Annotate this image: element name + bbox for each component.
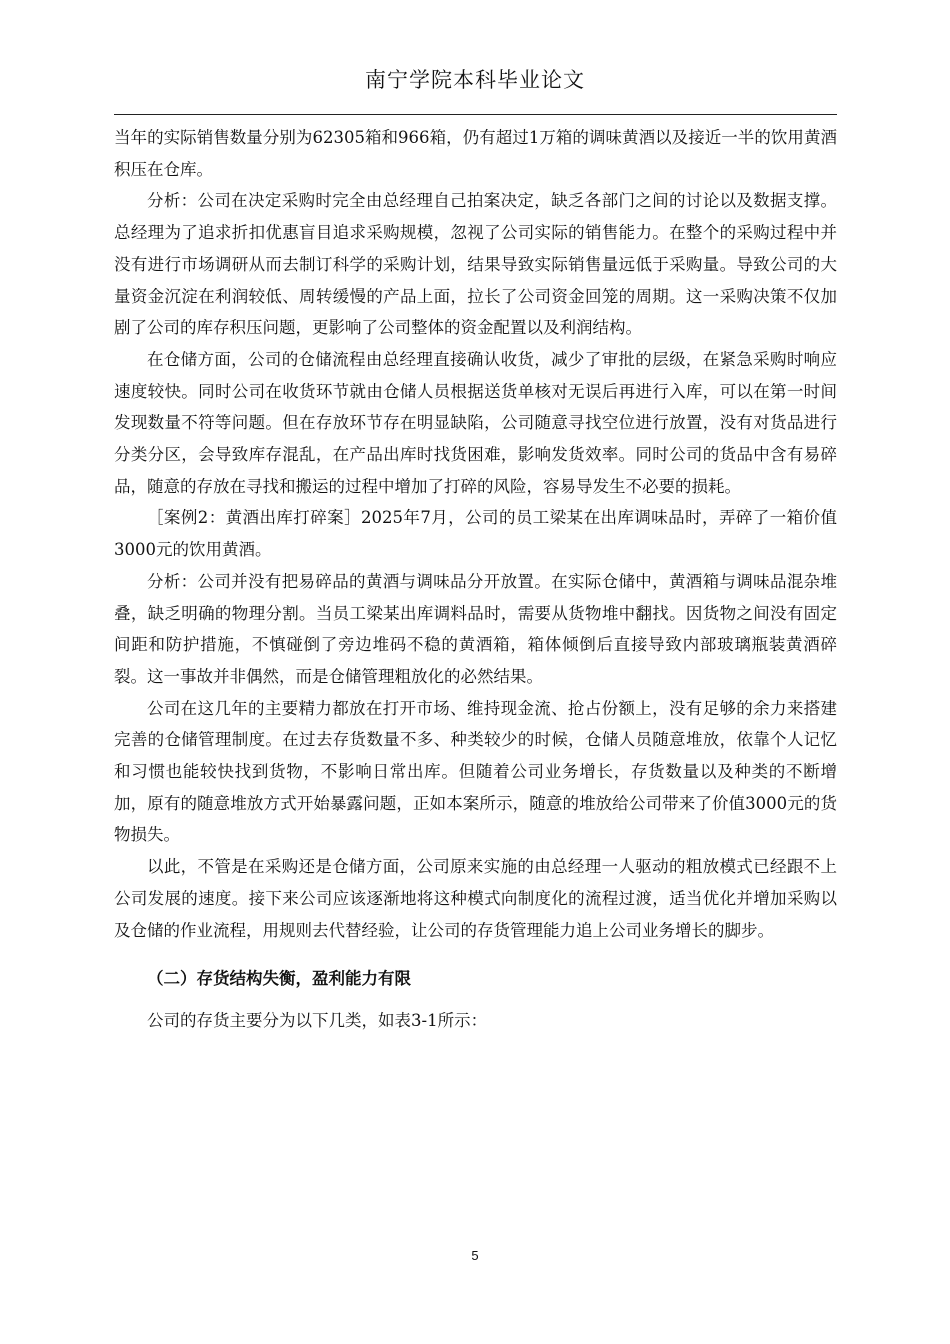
- page-header-title: 南宁学院本科毕业论文: [365, 68, 585, 92]
- paragraph-continued: 当年的实际销售数量分别为62305箱和966箱，仍有超过1万箱的调味黄酒以及接近一半的饮用黄酒积压在仓库。: [114, 128, 837, 179]
- header-divider: [114, 114, 837, 115]
- document-body: [114, 122, 837, 1037]
- paragraph-analysis-case-2: 分析：公司并没有把易碎品的黄酒与调味品分开放置。在实际仓储中，黄酒箱与调味品混杂堆叠，缺乏明确的物理分割。当员工梁某出库调料品时，需要从货物堆中翻找。因货物之间没有固定间距和防护措施，不慎碰倒了旁边堆码不稳的黄酒箱，箱体倾倒后直接导致内部玻璃瓶装黄酒碎裂。这一事故并非偶然，而是仓储管理粗放化的必然结果。: [114, 571, 837, 686]
- paragraph-management-focus: 公司在这几年的主要精力都放在打开市场、维持现金流、抢占份额上，没有足够的余力来搭建完善的仓储管理制度。在过去存货数量不多、种类较少的时候，仓储人员随意堆放，依靠个人记忆和习惯也能较快找到货物，不影响日常出库。但随着公司业务增长，存货数量以及种类的不断增加，原有的随意堆放方式开始暴露问题，正如本案所示，随意的堆放给公司带来了价值3000元的货物损失。: [114, 698, 837, 845]
- paragraph-inventory-intro: 公司的存货主要分为以下几类，如表3-1所示：: [147, 1010, 488, 1030]
- page-number: 5: [471, 1248, 479, 1263]
- paragraph-warehousing: 在仓储方面，公司的仓储流程由总经理直接确认收货，减少了审批的层级，在紧急采购时响应速度较快。同时公司在收货环节就由仓储人员根据送货单核对无误后再进行入库，可以在第一时间发现数量不符等问题。但在存放环节存在明显缺陷，公司随意寻找空位进行放置，没有对货品进行分类分区，会导致库存混乱，在产品出库时找货困难，影响发货效率。同时公司的货品中含有易碎品，随意的存放在寻找和搬运的过程中增加了打碎的风险，容易导发生不必要的损耗。: [114, 349, 837, 496]
- paragraph-conclusion: 以此，不管是在采购还是仓储方面，公司原来实施的由总经理一人驱动的粗放模式已经跟不上公司发展的速度。接下来公司应该逐渐地将这种模式向制度化的流程过渡，适当优化并增加采购以及仓储的作业流程，用规则去代替经验，让公司的存货管理能力追上公司业务增长的脚步。: [114, 857, 837, 940]
- paragraph-case-2: ［案例2：黄酒出库打碎案］2025年7月，公司的员工梁某在出库调味品时，弄碎了一箱价值3000元的饮用黄酒。: [114, 508, 837, 560]
- paragraph-analysis-procurement: 分析：公司在决定采购时完全由总经理自己拍案决定，缺乏各部门之间的讨论以及数据支撑。总经理为了追求折扣优惠盲目追求采购规模，忽视了公司实际的销售能力。在整个的采购过程中并没有进行市场调研从而去制订科学的采购计划，结果导致实际销售量远低于采购量。导致公司的大量资金沉淀在利润较低、周转缓慢的产品上面，拉长了公司资金回笼的周期。这一采购决策不仅加剧了公司的库存积压问题，更影响了公司整体的资金配置以及利润结构。: [114, 191, 837, 338]
- section-heading: （二）存货结构失衡，盈利能力有限: [147, 969, 411, 989]
